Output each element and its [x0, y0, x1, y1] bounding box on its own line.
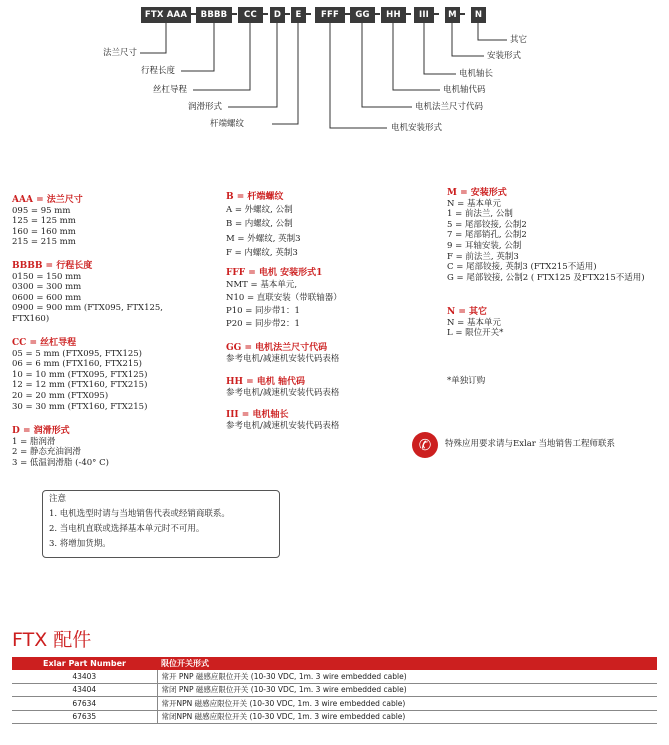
section-gg-title: GG = 电机法兰尺寸代码 [226, 343, 328, 353]
list-item: 215 = 215 mm [12, 237, 76, 248]
callout-motor-flange-code: 电机法兰尺寸代码 [415, 102, 484, 112]
code-box-e: E [291, 7, 306, 23]
list-item: B = 内螺纹, 公制 [226, 219, 293, 230]
list-item: NMT = 基本单元, [226, 279, 298, 290]
list-item: N10 = 直联安装（带联轴器） [226, 292, 342, 303]
list-item: 参考电机/减速机安装代码表格 [226, 420, 340, 431]
list-item: 9 = 耳轴安装, 公制 [447, 240, 522, 251]
section-hh [226, 377, 339, 398]
phone-icon: ✆ [412, 432, 438, 458]
callout-mount-style: 安装形式 [487, 51, 522, 61]
list-item: P10 = 同步带1：1 [226, 305, 300, 316]
table-header-row [12, 657, 657, 670]
list-item: N = 基本单元 [447, 198, 501, 209]
callout-leader-lines [0, 0, 669, 140]
table-cell-description: 常闭NPN 磁感应限位开关 (10-30 VDC, 1m. 3 wire embedded cable) [157, 710, 657, 724]
list-item: M = 外螺纹, 英制3 [226, 233, 301, 244]
code-box-d: D [270, 7, 285, 23]
accessories-table [12, 657, 657, 724]
list-item: C = 尾部铰接, 英制3 (FTX215不适用) [447, 262, 597, 273]
section-fff-title: FFF = 电机 安装形式1 [226, 268, 323, 278]
list-item: 095 = 95 mm [12, 205, 71, 216]
callout-lubrication: 润滑形式 [188, 102, 223, 112]
code-box-bbbb: BBBB [196, 7, 232, 23]
list-item: 06 = 6 mm (FTX160, FTX215) [12, 359, 142, 370]
section-hh-title: HH = 电机 轴代码 [226, 377, 305, 387]
code-box-ftx-aaa: FTX AAA [141, 7, 191, 23]
code-box-gg: GG [350, 7, 375, 23]
section-d-title: D = 润滑形式 [12, 426, 70, 436]
table-cell-part-number: 43403 [12, 670, 157, 683]
list-item: L = 限位开关* [447, 328, 504, 339]
code-box-m: M [445, 7, 460, 23]
notes-box [42, 490, 280, 558]
list-item: 参考电机/减速机安装代码表格 [226, 353, 340, 364]
section-m-title: M = 安装形式 [447, 188, 507, 198]
list-item: P20 = 同步带2：1 [226, 318, 300, 329]
section-d [12, 426, 109, 468]
list-item: 12 = 12 mm (FTX160, FTX215) [12, 380, 148, 391]
callout-stroke-length: 行程长度 [141, 66, 176, 76]
list-item: 1 = 前法兰, 公制 [447, 209, 513, 220]
section-gg [226, 343, 339, 364]
list-item: 160 = 160 mm [12, 226, 76, 237]
section-cc-title: CC = 丝杠导程 [12, 338, 77, 348]
section-aaa-title: AAA = 法兰尺寸 [12, 195, 83, 205]
list-item: 0600 = 600 mm [12, 292, 82, 303]
list-item: F = 内螺纹, 英制3 [226, 248, 298, 259]
list-item: 3 = 低温润滑脂 (-40° C) [12, 457, 109, 468]
list-item: 20 = 20 mm (FTX095) [12, 390, 109, 401]
section-bbbb-title: BBBB = 行程长度 [12, 261, 93, 271]
table-row [12, 710, 657, 724]
list-item: 1 = 脂润滑 [12, 436, 56, 447]
callout-motor-shaft-length: 电机轴长 [459, 69, 494, 79]
list-item: 5 = 尾部铰接, 公制2 [447, 219, 527, 230]
column-header-switch-type: 限位开关形式 [157, 657, 657, 670]
list-item: 2 = 静态充油润滑 [12, 447, 81, 458]
list-item: A = 外螺纹, 公制 [226, 204, 293, 215]
table-row [12, 683, 657, 697]
code-box-n: N [471, 7, 486, 23]
section-b [226, 192, 301, 261]
list-item: F = 前法兰, 英制3 [447, 251, 519, 262]
list-item: 10 = 10 mm (FTX095, FTX125) [12, 369, 148, 380]
list-item: 7 = 尾部销孔, 公制2 [447, 230, 527, 241]
section-iii [226, 410, 339, 431]
section-n [447, 307, 503, 339]
code-box-hh: HH [381, 7, 406, 23]
table-cell-description: 常开NPN 磁感应限位开关 (10-30 VDC, 1m. 3 wire embedded cable) [157, 697, 657, 711]
section-cc [12, 338, 147, 412]
contact-text: 特殊应用要求请与Exlar 当地销售工程师联系 [445, 439, 616, 449]
callout-other: 其它 [510, 35, 528, 45]
callout-motor-shaft-code: 电机轴代码 [443, 85, 486, 95]
code-box-fff: FFF [315, 7, 345, 23]
note-item: 1. 电机选型时请与当地销售代表或经销商联系。 [49, 509, 230, 519]
section-m [447, 188, 645, 283]
list-item: 0150 = 150 mm [12, 271, 82, 282]
list-item: 05 = 5 mm (FTX095, FTX125) [12, 348, 142, 359]
list-item: 30 = 30 mm (FTX160, FTX215) [12, 401, 148, 412]
section-b-title: B = 杆端螺纹 [226, 192, 284, 202]
section-aaa [12, 195, 83, 248]
section-iii-title: III = 电机轴长 [226, 410, 289, 420]
table-cell-part-number: 67635 [12, 710, 157, 724]
table-cell-part-number: 67634 [12, 697, 157, 711]
table-row [12, 697, 657, 711]
list-item: G = 尾部铰接, 公制2 ( FTX125 及FTX215不适用) [447, 272, 645, 283]
footnote: *单独订购 [447, 376, 486, 386]
list-item: 0900 = 900 mm (FTX095, FTX125, [12, 303, 164, 314]
list-item: 125 = 125 mm [12, 216, 76, 227]
section-bbbb [12, 261, 163, 325]
list-item: FTX160) [12, 313, 50, 324]
note-item: 2. 当电机直联或选择基本单元时不可用。 [49, 524, 205, 534]
accessories-title: FTX 配件 [12, 629, 92, 651]
callout-rod-thread: 杆端螺纹 [210, 119, 245, 129]
list-item: 0300 = 300 mm [12, 282, 82, 293]
list-item: N = 基本单元 [447, 317, 501, 328]
note-item: 3. 将增加货期。 [49, 539, 111, 549]
column-header-part-number: Exlar Part Number [12, 657, 157, 670]
callout-motor-mount: 电机安装形式 [391, 123, 443, 133]
notes-title: 注意 [49, 494, 67, 504]
callout-screw-lead: 丝杠导程 [153, 85, 188, 95]
table-cell-description: 常闭 PNP 磁感应限位开关 (10-30 VDC, 1m. 3 wire embedded cable) [157, 683, 657, 697]
code-box-cc: CC [238, 7, 263, 23]
table-cell-description: 常开 PNP 磁感应限位开关 (10-30 VDC, 1m. 3 wire embedded cable) [157, 670, 657, 683]
table-row [12, 670, 657, 683]
section-fff [226, 268, 342, 331]
section-n-title: N = 其它 [447, 307, 488, 317]
list-item: 参考电机/减速机安装代码表格 [226, 387, 340, 398]
table-cell-part-number: 43404 [12, 683, 157, 697]
code-box-iii: III [414, 7, 434, 23]
callout-flange-size: 法兰尺寸 [103, 48, 138, 58]
